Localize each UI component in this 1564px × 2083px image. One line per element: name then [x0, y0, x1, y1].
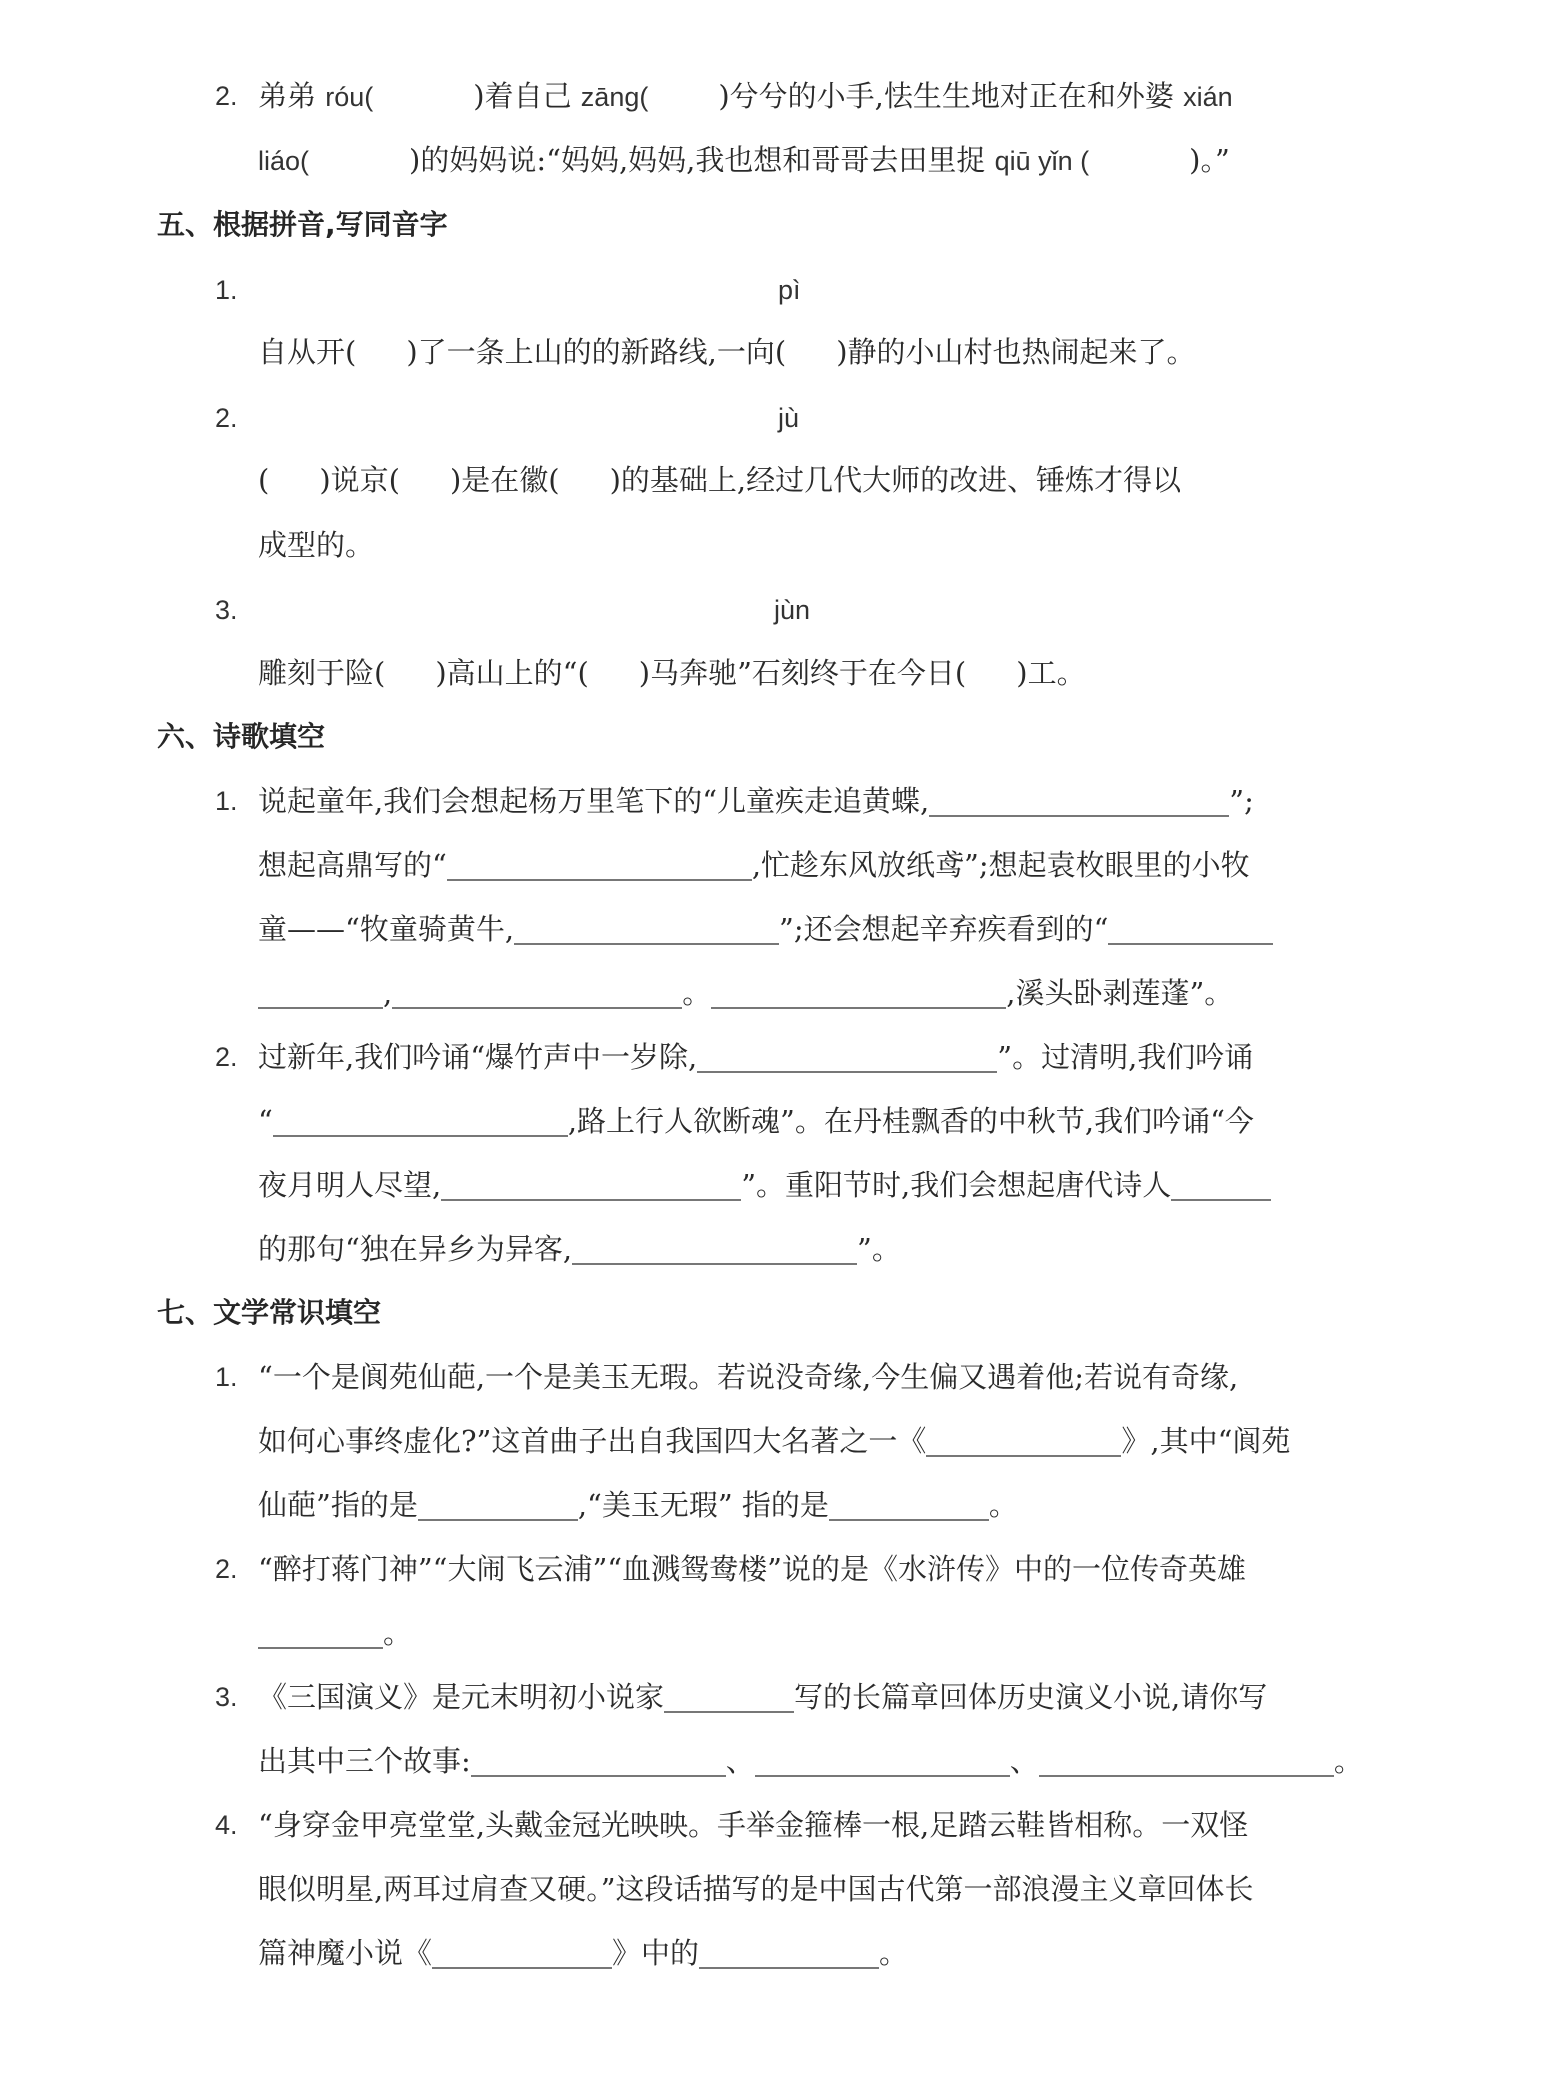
- text: 篇神魔小说《: [258, 1936, 433, 1970]
- text: 。: [879, 1936, 909, 1970]
- text: 说起童年,我们会想起杨万里笔下的“儿童疾走追黄蝶,: [258, 784, 930, 818]
- question-line: [258, 973, 1233, 1013]
- question-number: 3.: [215, 595, 238, 625]
- text: )兮兮的小手,怯生生地对正在和外婆: [718, 79, 1184, 113]
- text: 。: [988, 1488, 1018, 1522]
- answer-blank[interactable]: [929, 785, 1229, 817]
- text: )工。: [1016, 656, 1086, 690]
- answer-blank[interactable]: [755, 1745, 1010, 1777]
- text: “: [258, 1104, 273, 1138]
- separator: 、: [1009, 1744, 1039, 1778]
- paren-open: (: [300, 146, 310, 176]
- text: 的那句“独在异乡为异客,: [258, 1232, 573, 1266]
- answer-blank[interactable]: [1039, 1745, 1334, 1777]
- question-line: [258, 460, 1181, 500]
- question-line: “身穿金甲亮堂堂,头戴金冠光映映。手举金箍棒一根,足踏云鞋皆相称。一双怪: [258, 1808, 1249, 1842]
- separator: 、: [725, 1744, 755, 1778]
- text: 仙葩”指的是: [258, 1488, 418, 1522]
- text: 《三国演义》是元末明初小说家: [258, 1680, 665, 1714]
- text: )了一条上山的的新路线,一向(: [406, 335, 787, 369]
- question-line: [258, 1933, 908, 1973]
- text: 。: [682, 976, 712, 1010]
- text: )着自己: [473, 79, 581, 113]
- text: ,溪头卧剥莲蓬”。: [1006, 976, 1234, 1010]
- answer-blank[interactable]: [418, 1489, 578, 1521]
- section-heading: 七、文学常识填空: [157, 1296, 382, 1329]
- answer-blank[interactable]: [471, 1745, 726, 1777]
- question-line: [258, 909, 1273, 949]
- answer-blank[interactable]: [1171, 1169, 1271, 1201]
- answer-blank[interactable]: [258, 1617, 383, 1649]
- text: 》,其中“阆苑: [1121, 1424, 1291, 1458]
- text: 弟弟: [258, 79, 326, 113]
- text: ,“美玉无瑕” 指的是: [577, 1488, 829, 1522]
- text: 出其中三个故事:: [258, 1744, 471, 1778]
- answer-blank[interactable]: [258, 977, 383, 1009]
- question-line: [258, 653, 1086, 693]
- text: 如何心事终虚化?”这首曲子出自我国四大名著之一《: [258, 1424, 927, 1458]
- answer-blank[interactable]: [447, 849, 752, 881]
- text: 》中的: [612, 1936, 700, 1970]
- text: ”。重阳节时,我们会想起唐代诗人: [741, 1168, 1172, 1202]
- answer-blank[interactable]: [441, 1169, 741, 1201]
- text: )的妈妈说:“妈妈,妈妈,我也想和哥哥去田里捉: [409, 143, 995, 177]
- question-line: [258, 1613, 412, 1653]
- text: 童——“牧童骑黄牛,: [258, 912, 515, 946]
- pinyin: xián: [1183, 82, 1233, 112]
- text: )静的小山村也热闹起来了。: [836, 335, 1196, 369]
- pinyin-prompt: jù: [778, 403, 800, 433]
- question-line: [258, 1229, 901, 1269]
- text: ,路上行人欲断魂”。在丹桂飘香的中秋节,我们吟诵“今: [567, 1104, 1254, 1138]
- question-line: [258, 1101, 1254, 1141]
- text: ,: [383, 976, 393, 1010]
- paren-open: (: [364, 82, 374, 112]
- text: 写的长篇章回体历史演义小说,请你写: [794, 1680, 1268, 1714]
- answer-blank[interactable]: [699, 1937, 879, 1969]
- text: ”。: [857, 1232, 901, 1266]
- answer-blank[interactable]: [392, 977, 682, 1009]
- text: 。: [1333, 1744, 1363, 1778]
- question-line: [258, 1485, 1018, 1525]
- text: 自从开(: [258, 335, 357, 369]
- question-number: 2.: [215, 1554, 238, 1584]
- text: )的基础上,经过几代大师的改进、锤炼才得以: [609, 463, 1182, 497]
- question-line: [258, 332, 1196, 372]
- text: ,忙趁东风放纸鸢”;想起袁枚眼里的小牧: [751, 848, 1250, 882]
- question-line: [258, 76, 1233, 116]
- answer-blank[interactable]: [664, 1681, 794, 1713]
- question-number: 1.: [215, 275, 238, 305]
- text: )高山上的“(: [435, 656, 589, 690]
- question-number: 4.: [215, 1810, 238, 1840]
- paren-open: (: [639, 82, 649, 112]
- answer-blank[interactable]: [697, 1041, 997, 1073]
- question-line: 成型的。: [258, 528, 375, 562]
- pinyin: qiū yǐn: [994, 146, 1073, 176]
- question-line: [258, 781, 1254, 821]
- question-line: “一个是阆苑仙葩,一个是美玉无瑕。若说没奇缘,今生偏又遇着他;若说有奇缘,: [258, 1360, 1239, 1394]
- section-heading: 五、根据拼音,写同音字: [157, 208, 448, 241]
- pinyin: róu: [325, 82, 365, 112]
- text: 过新年,我们吟诵“爆竹声中一岁除,: [258, 1040, 698, 1074]
- answer-blank[interactable]: [572, 1233, 857, 1265]
- text: ”;还会想起辛弃疾看到的“: [779, 912, 1109, 946]
- text: )马奔驰”石刻终于在今日(: [638, 656, 967, 690]
- pinyin-prompt: pì: [778, 275, 801, 305]
- question-line: [258, 1421, 1290, 1461]
- text: ”。过清明,我们吟诵: [997, 1040, 1254, 1074]
- answer-blank[interactable]: [711, 977, 1006, 1009]
- question-number: 1.: [215, 786, 238, 816]
- text: (: [258, 463, 270, 497]
- section-heading: 六、诗歌填空: [157, 720, 326, 753]
- question-line: [258, 140, 1230, 180]
- text: )。”: [1189, 143, 1230, 177]
- answer-blank[interactable]: [829, 1489, 989, 1521]
- text: )说京(: [319, 463, 400, 497]
- question-number: 2.: [215, 81, 238, 111]
- question-line: 眼似明星,两耳过肩查又硬。”这段话描写的是中国古代第一部浪漫主义章回体长: [258, 1872, 1254, 1906]
- text: 想起高鼎写的“: [258, 848, 447, 882]
- question-line: [258, 1741, 1363, 1781]
- text: 。: [383, 1616, 413, 1650]
- question-line: [258, 845, 1250, 885]
- question-number: 2.: [215, 403, 238, 433]
- text: ”;: [1229, 784, 1254, 818]
- pinyin: zāng: [580, 82, 640, 112]
- question-number: 3.: [215, 1682, 238, 1712]
- question-line: [258, 1037, 1253, 1077]
- question-line: [258, 1677, 1267, 1717]
- question-number: 1.: [215, 1362, 238, 1392]
- text: 夜月明人尽望,: [258, 1168, 442, 1202]
- question-number: 2.: [215, 1042, 238, 1072]
- answer-blank[interactable]: [926, 1425, 1121, 1457]
- answer-blank[interactable]: [514, 913, 779, 945]
- question-line: “醉打蒋门神”“大闹飞云浦”“血溅鸳鸯楼”说的是《水浒传》中的一位传奇英雄: [258, 1552, 1246, 1586]
- paren-open: (: [1072, 146, 1090, 176]
- pinyin: liáo: [258, 146, 301, 176]
- answer-blank[interactable]: [432, 1937, 612, 1969]
- text: 雕刻于险(: [258, 656, 386, 690]
- answer-blank[interactable]: [1108, 913, 1273, 945]
- text: )是在徽(: [449, 463, 560, 497]
- question-line: [258, 1165, 1271, 1205]
- answer-blank[interactable]: [273, 1105, 568, 1137]
- pinyin-prompt: jùn: [774, 595, 811, 625]
